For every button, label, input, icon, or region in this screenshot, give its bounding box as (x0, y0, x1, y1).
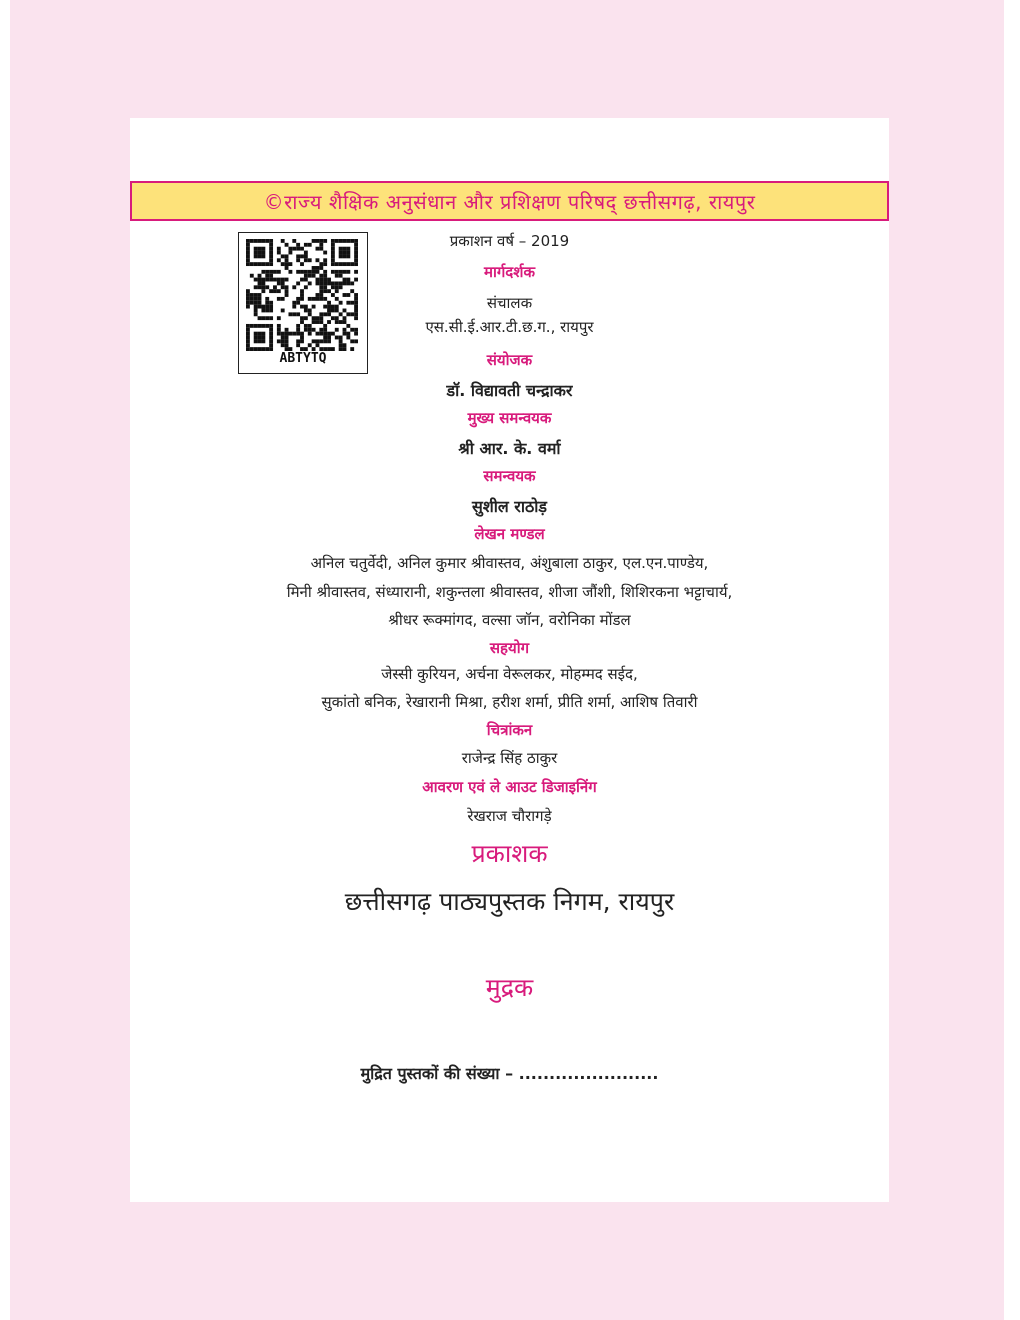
convener-heading: संयोजक (486, 351, 533, 369)
writing-board-line: श्रीधर रूक्मांगद, वल्सा जॉन, वरोनिका मोंडल (388, 611, 631, 629)
coordinator-name: सुशील राठोड़ (472, 497, 547, 516)
writing-board-heading: लेखन मण्डल (474, 525, 545, 543)
cover-layout-name: रेखराज चौरागड़े (467, 807, 552, 825)
qr-code-label: ABTYTQ (279, 351, 327, 366)
publication-year: प्रकाशन वर्ष – 2019 (449, 232, 570, 250)
guide-name: संचालक (486, 294, 533, 312)
coordinator-heading: समन्वयक (483, 467, 536, 485)
cover-layout-heading: आवरण एवं ले आउट डिजाइनिंग (422, 778, 597, 796)
print-count: मुद्रित पुस्तकों की संख्या – ....................... (360, 1064, 659, 1083)
illustration-heading: चित्रांकन (486, 721, 533, 739)
page-sheet (130, 118, 889, 1202)
cooperation-line: सुकांतो बनिक, रेखारानी मिश्रा, हरीश शर्मा, प्रीति शर्मा, आशिष तिवारी (321, 693, 698, 711)
writing-board-line: मिनी श्रीवास्तव, संध्यारानी, शकुन्तला श्रीवास्तव, शीजा जौंशी, शिशिरकना भट्टाचार्य, (286, 583, 733, 601)
guide-heading: मार्गदर्शक (484, 263, 535, 281)
writing-board-line: अनिल चतुर्वेदी, अनिल कुमार श्रीवास्तव, अंशुबाला ठाकुर, एल.एन.पाण्डेय, (310, 554, 709, 572)
chief-coordinator-heading: मुख्य समन्वयक (467, 409, 552, 427)
publisher-name: छत्तीसगढ़ पाठ्यपुस्तक निगम, रायपुर (344, 887, 675, 916)
copyright-text: ©राज्य शैक्षिक अनुसंधान और प्रशिक्षण परिषद् छत्तीसगढ़, रायपुर (263, 189, 756, 214)
cooperation-line: जेस्सी कुरियन, अर्चना वेरूलकर, मोहम्मद सईद, (381, 665, 638, 683)
illustration-name: राजेन्द्र सिंह ठाकुर (461, 749, 558, 767)
cooperation-heading: सहयोग (489, 639, 530, 657)
chief-coordinator-name: श्री आर. के. वर्मा (458, 439, 561, 458)
convener-name: डॉ. विद्यावती चन्द्राकर (446, 381, 573, 400)
copyright-banner (130, 181, 889, 221)
publisher-heading: प्रकाशक (471, 839, 548, 868)
printer-heading: मुद्रक (485, 973, 534, 1002)
guide-org: एस.सी.ई.आर.टी.छ.ग., रायपुर (425, 318, 594, 336)
